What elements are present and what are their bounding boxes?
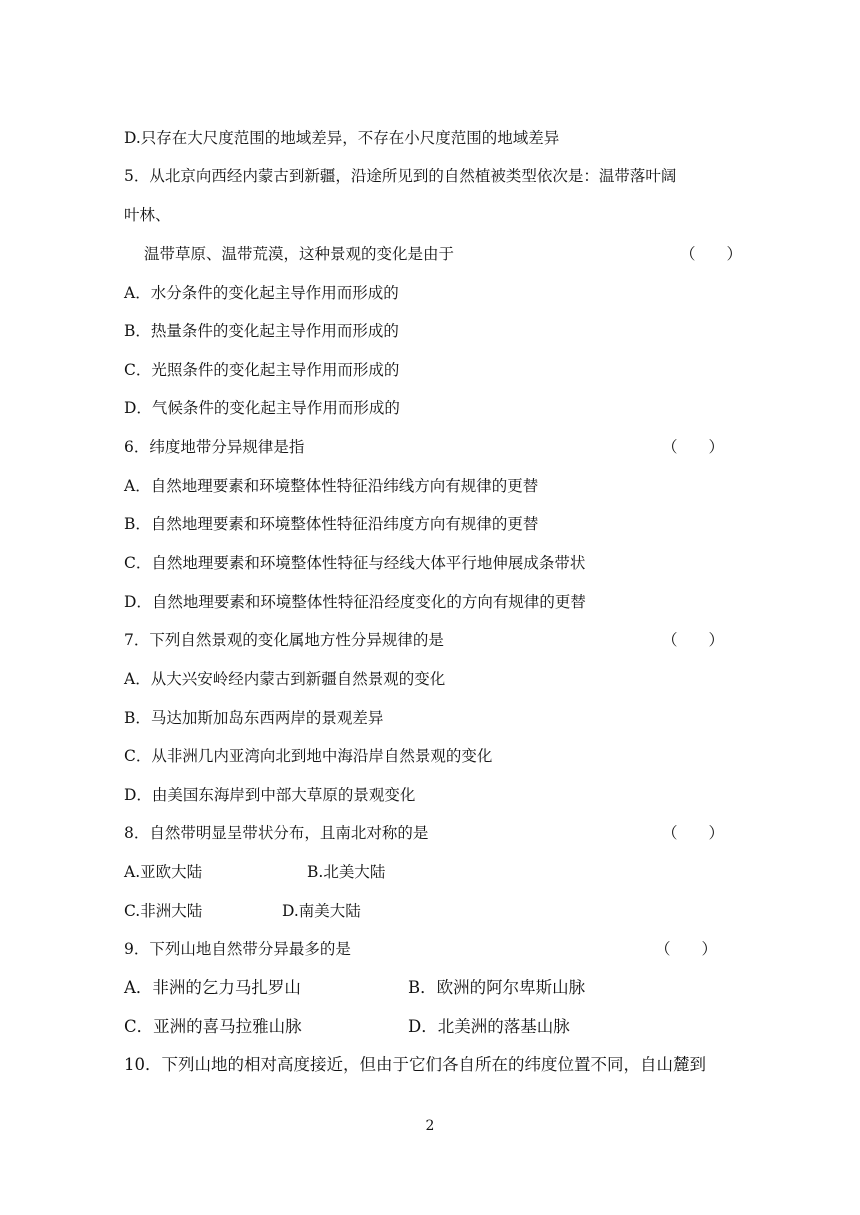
option-a: A．水分条件的变化起主导作用而形成的 [124,284,399,302]
option-a: A．自然地理要素和环境整体性特征沿纬线方向有规律的更替 [124,477,539,495]
option-c: C.非洲大陆 [124,902,203,920]
question-8-stem: 8．自然带明显呈带状分布，且南北对称的是 [124,824,429,842]
question-7-stem: 7．下列自然景观的变化属地方性分异规律的是 [124,631,444,649]
answer-bracket: （ ） [662,631,725,649]
option-d: D.南美大陆 [282,902,361,920]
text-line: 叶林、 [124,206,171,224]
answer-bracket: （ ） [662,824,725,842]
option-a: A.亚欧大陆 [124,863,203,881]
option-d: D．由美国东海岸到中部大草原的景观变化 [124,786,416,804]
answer-bracket: （ ） [662,438,725,456]
question-9-stem: 9．下列山地自然带分异最多的是 [124,940,351,958]
option-b: B．热量条件的变化起主导作用而形成的 [124,322,399,340]
text-line: 温带草原、温带荒漠，这种景观的变化是由于 [144,245,455,263]
option-d: D．自然地理要素和环境整体性特征沿经度变化的方向有规律的更替 [124,593,586,611]
answer-bracket: （ ） [655,940,718,958]
page-number: 2 [425,1118,435,1134]
text-line: D.只存在大尺度范围的地域差异，不存在小尺度范围的地域差异 [124,129,560,147]
answer-bracket: （ ） [680,245,743,263]
option-c: C．光照条件的变化起主导作用而形成的 [124,361,400,379]
option-a: A．从大兴安岭经内蒙古到新疆自然景观的变化 [124,670,446,688]
option-d: D．气候条件的变化起主导作用而形成的 [124,399,400,417]
option-b: B.北美大陆 [307,863,386,881]
question-5-stem: 5．从北京向西经内蒙古到新疆，沿途所见到的自然植被类型依次是：温带落叶阔 [124,167,677,185]
option-a: A．非洲的乞力马扎罗山 [124,978,301,997]
option-b: B．自然地理要素和环境整体性特征沿纬度方向有规律的更替 [124,515,539,533]
option-c: C．自然地理要素和环境整体性特征与经线大体平行地伸展成条带状 [124,554,586,572]
question-10-stem: 10．下列山地的相对高度接近，但由于它们各自所在的纬度位置不同，自山麓到 [124,1055,706,1074]
option-b: B．欧洲的阿尔卑斯山脉 [408,978,586,997]
question-6-stem: 6．纬度地带分异规律是指 [124,438,305,456]
option-b: B．马达加斯加岛东西两岸的景观差异 [124,709,384,727]
option-c: C．亚洲的喜马拉雅山脉 [124,1017,302,1036]
option-c: C．从非洲几内亚湾向北到地中海沿岸自然景观的变化 [124,747,493,765]
option-d: D．北美洲的落基山脉 [408,1017,570,1036]
